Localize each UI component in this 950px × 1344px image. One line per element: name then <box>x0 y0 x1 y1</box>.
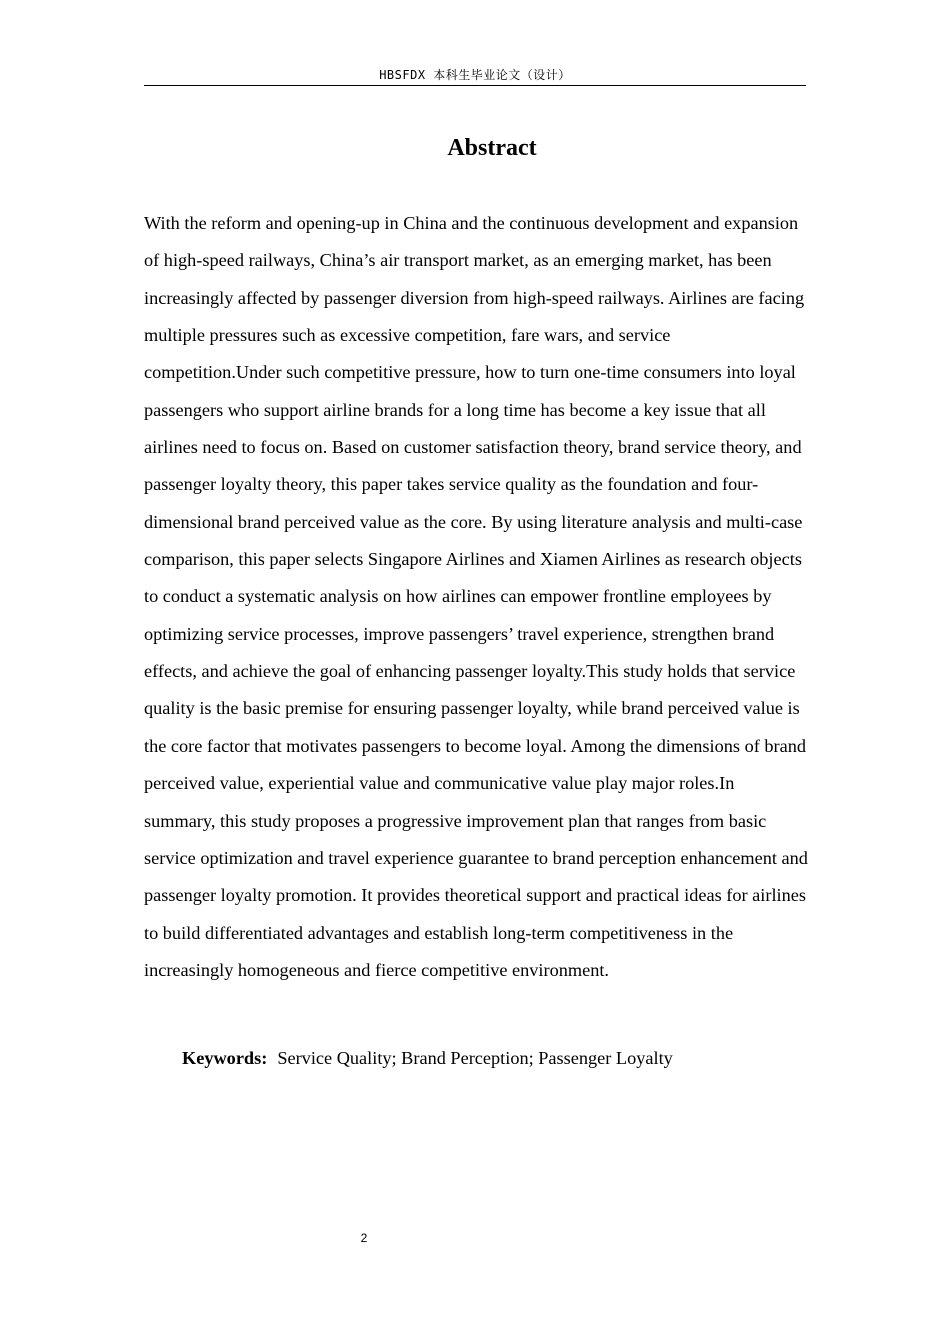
running-header: HBSFDX 本科生毕业论文（设计） <box>379 68 571 82</box>
keywords-value: Service Quality; Brand Perception; Passenger Loyalty <box>277 1048 673 1068</box>
keywords-label: Keywords: <box>182 1048 268 1068</box>
abstract-body: With the reform and opening-up in China and the continuous development and expansion of high-speed railways, China’s air transport market, as an emerging market, has been increasingly affected by passenger diversion from high-speed railways. Airlines are facing multiple pressures such as excessive competition, fare wars, and service competition.Under such competitive pressure, how to turn one-time consumers into loyal passengers who support airline brands for a long time has become a key issue that all airlines need to focus on. Based on customer satisfaction theory, brand service theory, and passenger loyalty theory, this paper takes service quality as the foundation and four-dimensional brand perceived value as the core. By using literature analysis and multi-case comparison, this paper selects Singapore Airlines and Xiamen Airlines as research objects to conduct a systematic analysis on how airlines can empower frontline employees by optimizing service processes, improve passengers’ travel experience, strengthen brand effects, and achieve the goal of enhancing passenger loyalty.This study holds that service quality is the basic premise for ensuring passenger loyalty, while brand perceived value is the core factor that motivates passengers to become loyal. Among the dimensions of brand perceived value, experiential value and communicative value play major roles.In summary, this study proposes a progressive improvement plan that ranges from basic service optimization and travel experience guarantee to brand perception enhancement and passenger loyalty promotion. It provides theoretical support and practical ideas for airlines to build differentiated advantages and establish long-term competitiveness in the increasingly homogeneous and fierce competitive environment. <box>144 213 808 980</box>
header-rule <box>144 85 806 86</box>
page-number: 2 <box>360 1231 368 1245</box>
abstract-heading: Abstract <box>447 135 537 161</box>
keywords-line <box>182 1042 802 1074</box>
